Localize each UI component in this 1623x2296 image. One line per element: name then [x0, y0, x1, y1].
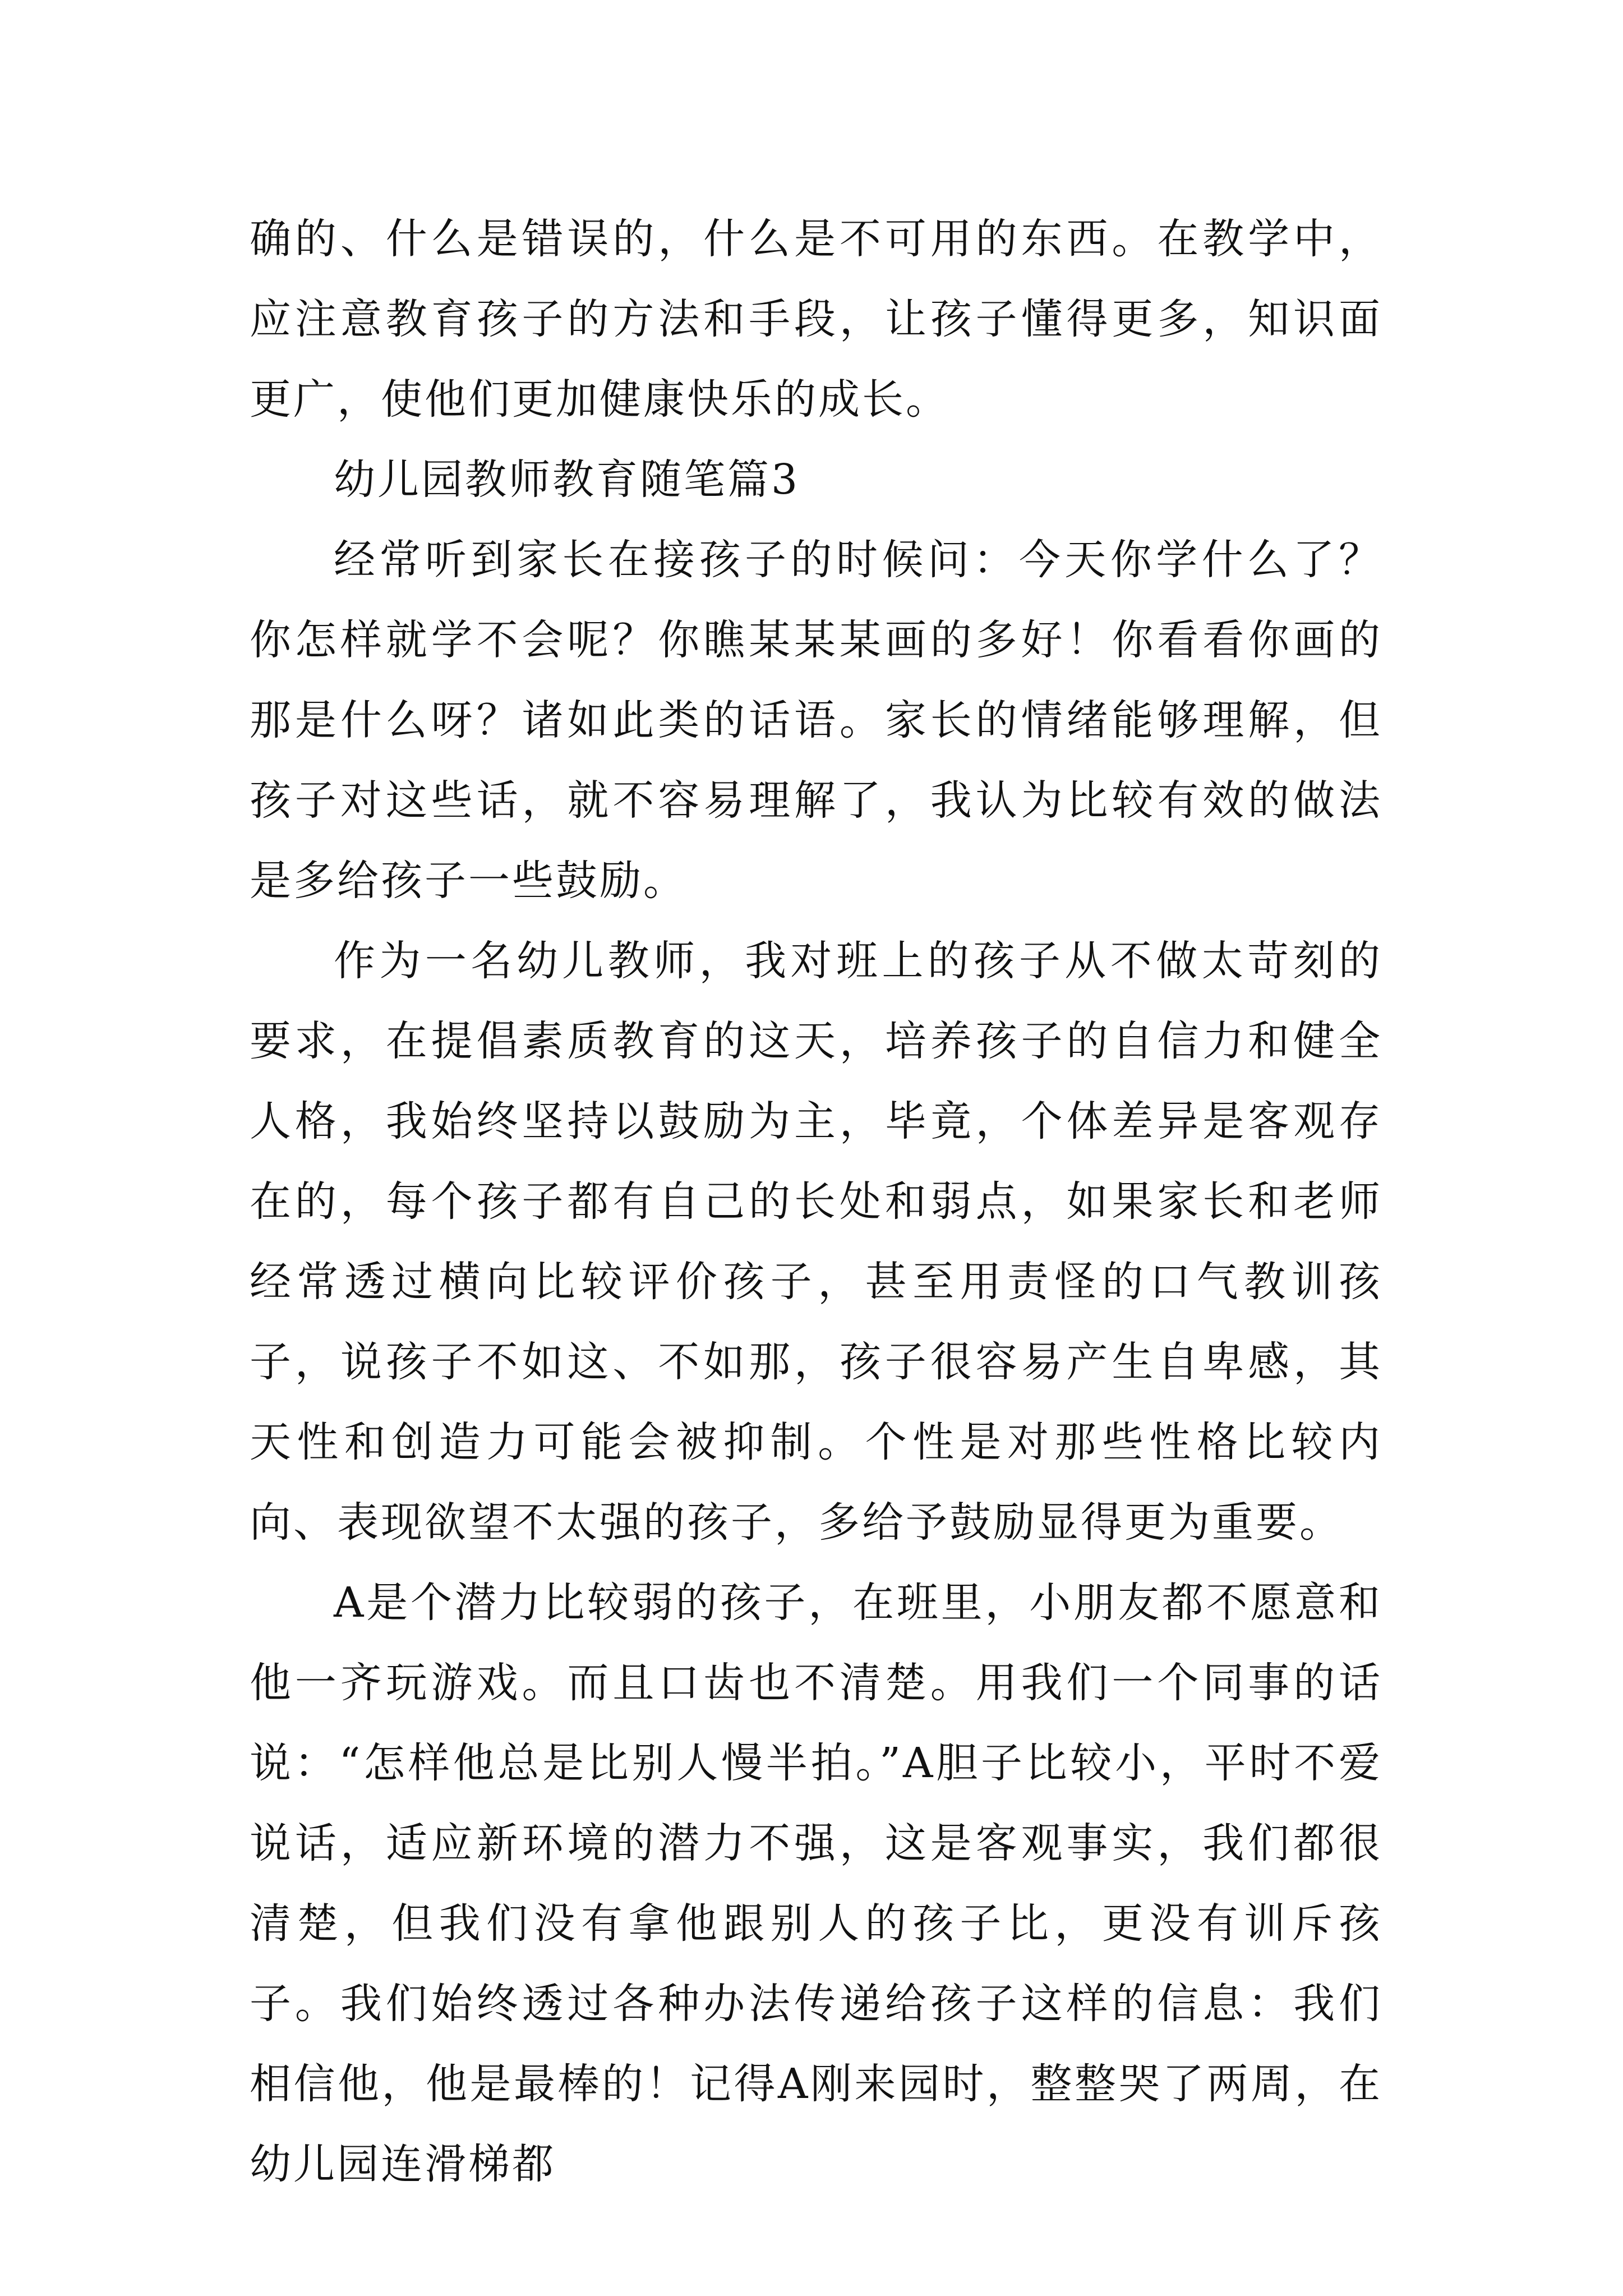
- paragraph: A是个潜力比较弱的孩子，在班里，小朋友都不愿意和他一齐玩游戏。而且口齿也不清楚。用我们一个同事的话说：“怎样他总是比别人慢半拍。”A胆子比较小，平时不爱说话，适应新环境的潜力不强，这是客观事实，我们都很清楚，但我们没有拿他跟别人的孩子比，更没有训斥孩子。我们始终透过各种办法传递给孩子这样的信息：我们相信他，他是最棒的！记得A刚来园时，整整哭了两周，在幼儿园连滑梯都: [250, 1579, 1382, 2188]
- paragraph: 经常听到家长在接孩子的时候问：今天你学什么了？你怎样就学不会呢？你瞧某某某画的多好！你看看你画的那是什么呀？诸如此类的话语。家长的情绪能够理解，但孩子对这些话，就不容易理解了，我认为比较有效的做法是多给孩子一些鼓励。: [250, 536, 1382, 905]
- section-heading: 幼儿园教师教育随笔篇3: [334, 455, 800, 504]
- paragraph: 作为一名幼儿教师，我对班上的孩子从不做太苛刻的要求，在提倡素质教育的这天，培养孩子的自信力和健全人格，我始终坚持以鼓励为主，毕竟，个体差异是客观存在的，每个孩子都有自己的长处和弱点，如果家长和老师经常透过横向比较评价孩子，甚至用责怪的口气教训孩子，说孩子不如这、不如那，孩子很容易产生自卑感，其天性和创造力可能会被抑制。个性是对那些性格比较内向、表现欲望不太强的孩子，多给予鼓励显得更为重要。: [250, 937, 1382, 1547]
- paragraph-continuation: 确的、什么是错误的，什么是不可用的东西。在教学中，应注意教育孩子的方法和手段，让孩子懂得更多，知识面更广，使他们更加健康快乐的成长。: [250, 215, 1382, 424]
- document-body: [250, 199, 1382, 2205]
